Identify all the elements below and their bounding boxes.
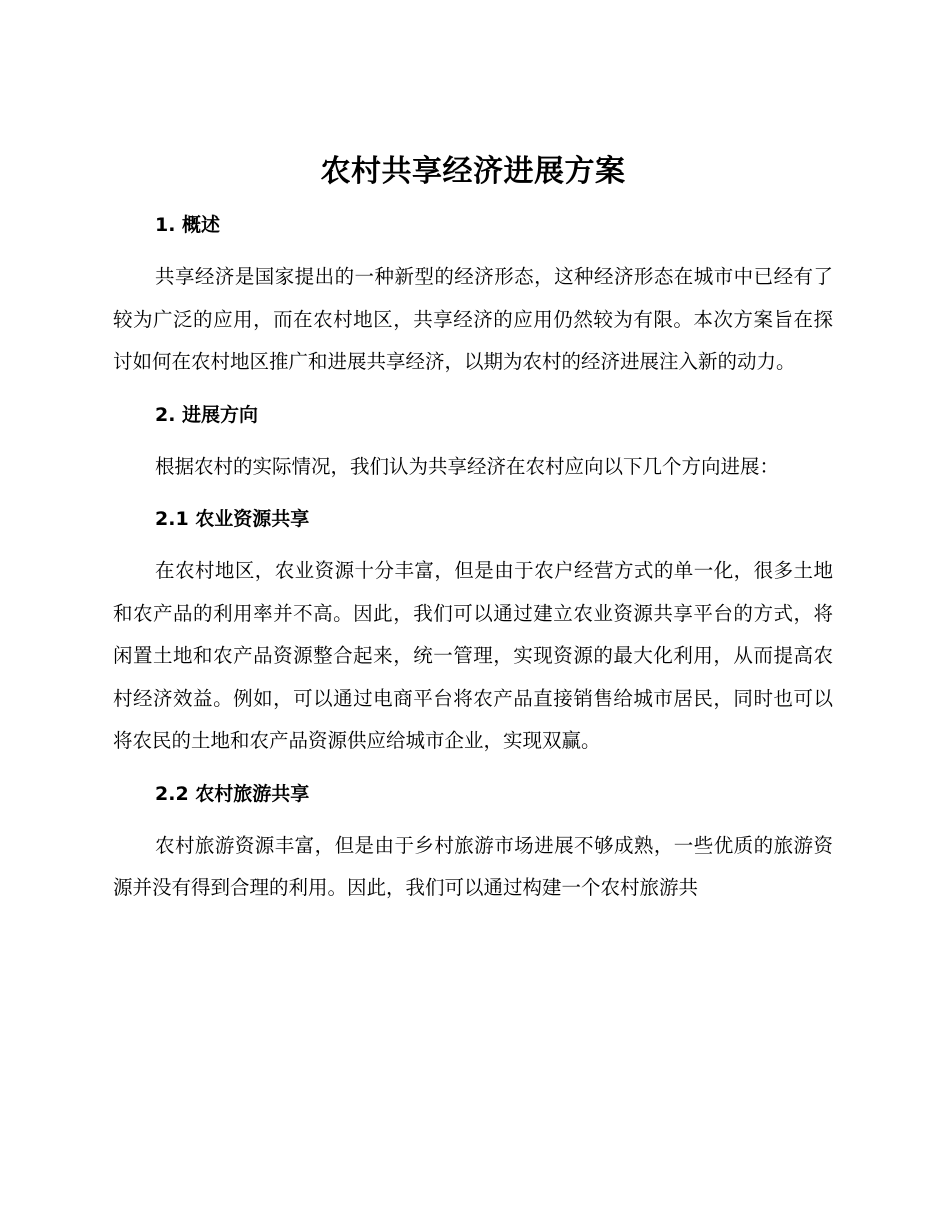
section-heading: 1. 概述 (155, 214, 221, 236)
section-heading: 2.1 农业资源共享 (155, 508, 310, 530)
spacer (113, 813, 833, 825)
spacer (113, 488, 833, 500)
section-paragraph: 在农村地区，农业资源十分丰富，但是由于农户经营方式的单一化，很多土地和农产品的利用率并不高。因此，我们可以通过建立农业资源共享平台的方式，将闲置土地和农产品资源整合起来，统一管理，实现资源的最大化利用，从而提高农村经济效益。例如，可以通过电商平台将农产品直接销售给城市居民，同时也可以将农民的土地和农产品资源供应给城市企业，实现双赢。 (113, 559, 833, 752)
section-rural-tourism (113, 775, 833, 910)
spacer (113, 763, 833, 775)
spacer (113, 538, 833, 550)
document-title: 农村共享经济进展方案 (320, 154, 626, 189)
section-paragraph: 共享经济是国家提出的一种新型的经济形态，这种经济形态在城市中已经有了较为广泛的应用，而在农村地区，共享经济的应用仍然较为有限。本次方案旨在探讨如何在农村地区推广和进展共享经济，以期为农村的经济进展注入新的动力。 (113, 265, 833, 373)
section-agri-resource (113, 500, 833, 763)
section-paragraph: 农村旅游资源丰富，但是由于乡村旅游市场进展不够成熟，一些优质的旅游资源并没有得到合理的利用。因此，我们可以通过构建一个农村旅游共 (113, 833, 833, 899)
spacer (113, 244, 833, 256)
spacer (113, 434, 833, 446)
section-direction (113, 396, 833, 489)
section-overview (113, 206, 833, 384)
document-page (113, 140, 833, 910)
spacer (113, 384, 833, 396)
section-heading: 2.2 农村旅游共享 (155, 782, 310, 805)
section-heading: 2. 进展方向 (155, 403, 259, 426)
section-paragraph: 根据农村的实际情况，我们认为共享经济在农村应向以下几个方向进展： (155, 454, 780, 478)
